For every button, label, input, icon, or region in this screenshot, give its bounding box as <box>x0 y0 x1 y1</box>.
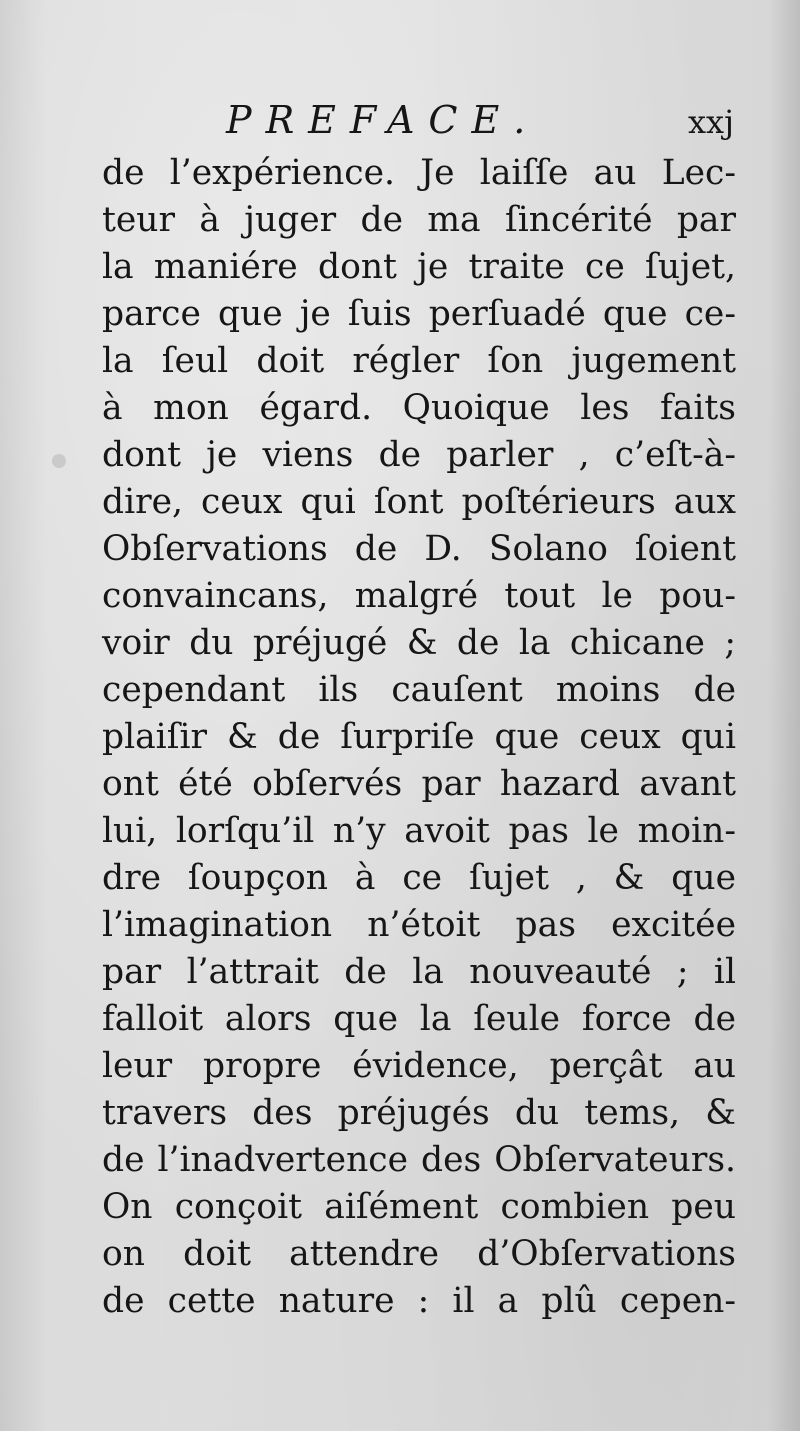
text-line: la maniére dont je traite ce ſujet, <box>102 247 736 287</box>
text-line: parce que je ſuis perſuadé que ce- <box>102 294 736 334</box>
text-line: dre ſoupçon à ce ſujet , & que <box>102 858 736 898</box>
text-line: dont je viens de parler , c’eſt-à- <box>102 435 736 475</box>
text-line: teur à juger de ma ſincérité par <box>102 200 736 240</box>
text-line: de l’expérience. Je laiſſe au Lec- <box>102 153 736 193</box>
text-line: par l’attrait de la nouveauté ; il <box>102 952 736 992</box>
text-line: de l’inadvertence des Obſervateurs. <box>102 1140 736 1180</box>
text-line: à mon égard. Quoique les faits <box>102 388 736 428</box>
text-line: Obſervations de D. Solano ſoient <box>102 529 736 569</box>
text-line: falloit alors que la ſeule force de <box>102 999 736 1039</box>
page-blemish <box>52 454 66 468</box>
text-line: cependant ils cauſent moins de <box>102 670 736 710</box>
page-number: xxj <box>687 103 734 141</box>
text-line: lui, lorſqu’il n’y avoit pas le moin- <box>102 811 736 851</box>
text-line: dire, ceux qui ſont poſtérieurs aux <box>102 482 736 522</box>
text-line: de cette nature : il a plû cepen- <box>102 1281 736 1321</box>
text-line: travers des préjugés du tems, & <box>102 1093 736 1133</box>
text-line: voir du préjugé & de la chicane ; <box>102 623 736 663</box>
text-line: convaincans, malgré tout le pou- <box>102 576 736 616</box>
page-header <box>100 96 740 144</box>
text-line: ont été obſervés par hazard avant <box>102 764 736 804</box>
text-line: on doit attendre d’Obſervations <box>102 1234 736 1274</box>
running-title: PREFACE. <box>226 98 540 142</box>
body-text <box>102 150 736 1325</box>
text-line: leur propre évidence, perçât au <box>102 1046 736 1086</box>
text-line: plaiſir & de ſurpriſe que ceux qui <box>102 717 736 757</box>
text-line: On conçoit aiſément combien peu <box>102 1187 736 1227</box>
text-line: l’imagination n’étoit pas excitée <box>102 905 736 945</box>
text-line: la ſeul doit régler ſon jugement <box>102 341 736 381</box>
